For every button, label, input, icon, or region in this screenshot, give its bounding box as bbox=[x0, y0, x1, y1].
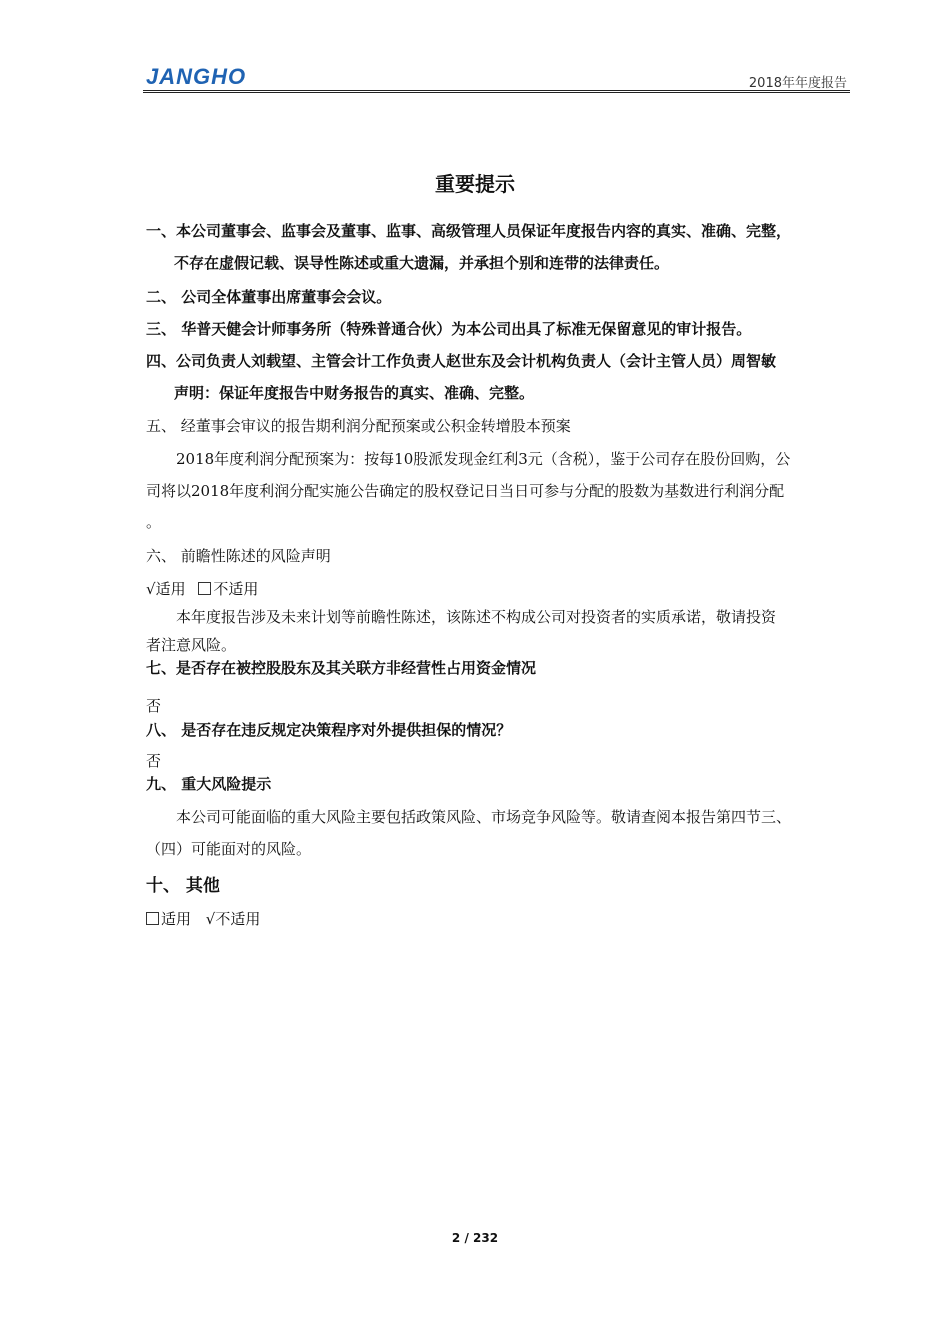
check-mark-icon: √ bbox=[205, 910, 216, 928]
item-4-line-1: 四、公司负责人刘载望、主管会计工作负责人赵世东及会计机构负责人（会计主管人员）周智敏 bbox=[146, 352, 777, 370]
item-3: 三、 华普天健会计师事务所（特殊普通合伙）为本公司出具了标准无保留意见的审计报告。 bbox=[146, 320, 752, 338]
item-9-body-2: （四）可能面对的风险。 bbox=[146, 840, 312, 858]
item-5-body-3: 。 bbox=[146, 513, 162, 531]
item-5-heading: 五、 经董事会审议的报告期利润分配预案或公积金转增股本预案 bbox=[146, 417, 571, 435]
item-10-heading: 十、 其他 bbox=[146, 876, 220, 896]
item-7-answer: 否 bbox=[146, 697, 162, 715]
item-6-body-2: 者注意风险。 bbox=[146, 636, 237, 654]
item-9-heading: 九、 重大风险提示 bbox=[146, 775, 272, 793]
item-4-line-2: 声明：保证年度报告中财务报告的真实、准确、完整。 bbox=[174, 384, 535, 402]
empty-checkbox-icon bbox=[198, 582, 211, 595]
not-applicable-label: 不适用 bbox=[215, 910, 261, 928]
item-5-body-1: 2018年度利润分配预案为：按每10股派发现金红利3元（含税），鉴于公司存在股份回购，公 bbox=[176, 450, 791, 468]
check-mark-icon: √ bbox=[146, 580, 156, 598]
item-2: 二、 公司全体董事出席董事会会议。 bbox=[146, 288, 392, 306]
empty-checkbox-icon bbox=[146, 912, 159, 925]
applicable-label: 适用 bbox=[155, 580, 186, 598]
page-heading: 重要提示 bbox=[435, 172, 515, 196]
page-number: 2 / 232 bbox=[451, 1231, 499, 1245]
header-rule bbox=[143, 90, 850, 93]
item-7-heading: 七、是否存在被控股股东及其关联方非经营性占用资金情况 bbox=[146, 659, 537, 677]
company-logo: JANGHO bbox=[146, 64, 247, 89]
item-8-answer: 否 bbox=[146, 752, 162, 770]
item-6-heading: 六、 前瞻性陈述的风险声明 bbox=[146, 547, 331, 565]
item-9-body-1: 本公司可能面临的重大风险主要包括政策风险、市场竞争风险等。敬请查阅本报告第四节三、 bbox=[176, 808, 792, 826]
item-5-body-2: 司将以2018年度利润分配实施公告确定的股权登记日当日可参与分配的股数为基数进行利润分配 bbox=[146, 482, 785, 500]
item-8-heading: 八、 是否存在违反规定决策程序对外提供担保的情况？ bbox=[146, 721, 512, 739]
item-10-options bbox=[146, 908, 260, 929]
item-1-line-1: 一、本公司董事会、监事会及董事、监事、高级管理人员保证年度报告内容的真实、准确、完整， bbox=[146, 222, 792, 240]
applicable-label: 适用 bbox=[161, 910, 192, 928]
item-6-options bbox=[146, 578, 258, 599]
item-1-line-2: 不存在虚假记载、误导性陈述或重大遗漏，并承担个别和连带的法律责任。 bbox=[174, 254, 670, 272]
not-applicable-label: 不适用 bbox=[213, 580, 259, 598]
item-6-body-1: 本年度报告涉及未来计划等前瞻性陈述，该陈述不构成公司对投资者的实质承诺，敬请投资 bbox=[176, 608, 777, 626]
report-title: 2018年年度报告 bbox=[748, 76, 847, 91]
